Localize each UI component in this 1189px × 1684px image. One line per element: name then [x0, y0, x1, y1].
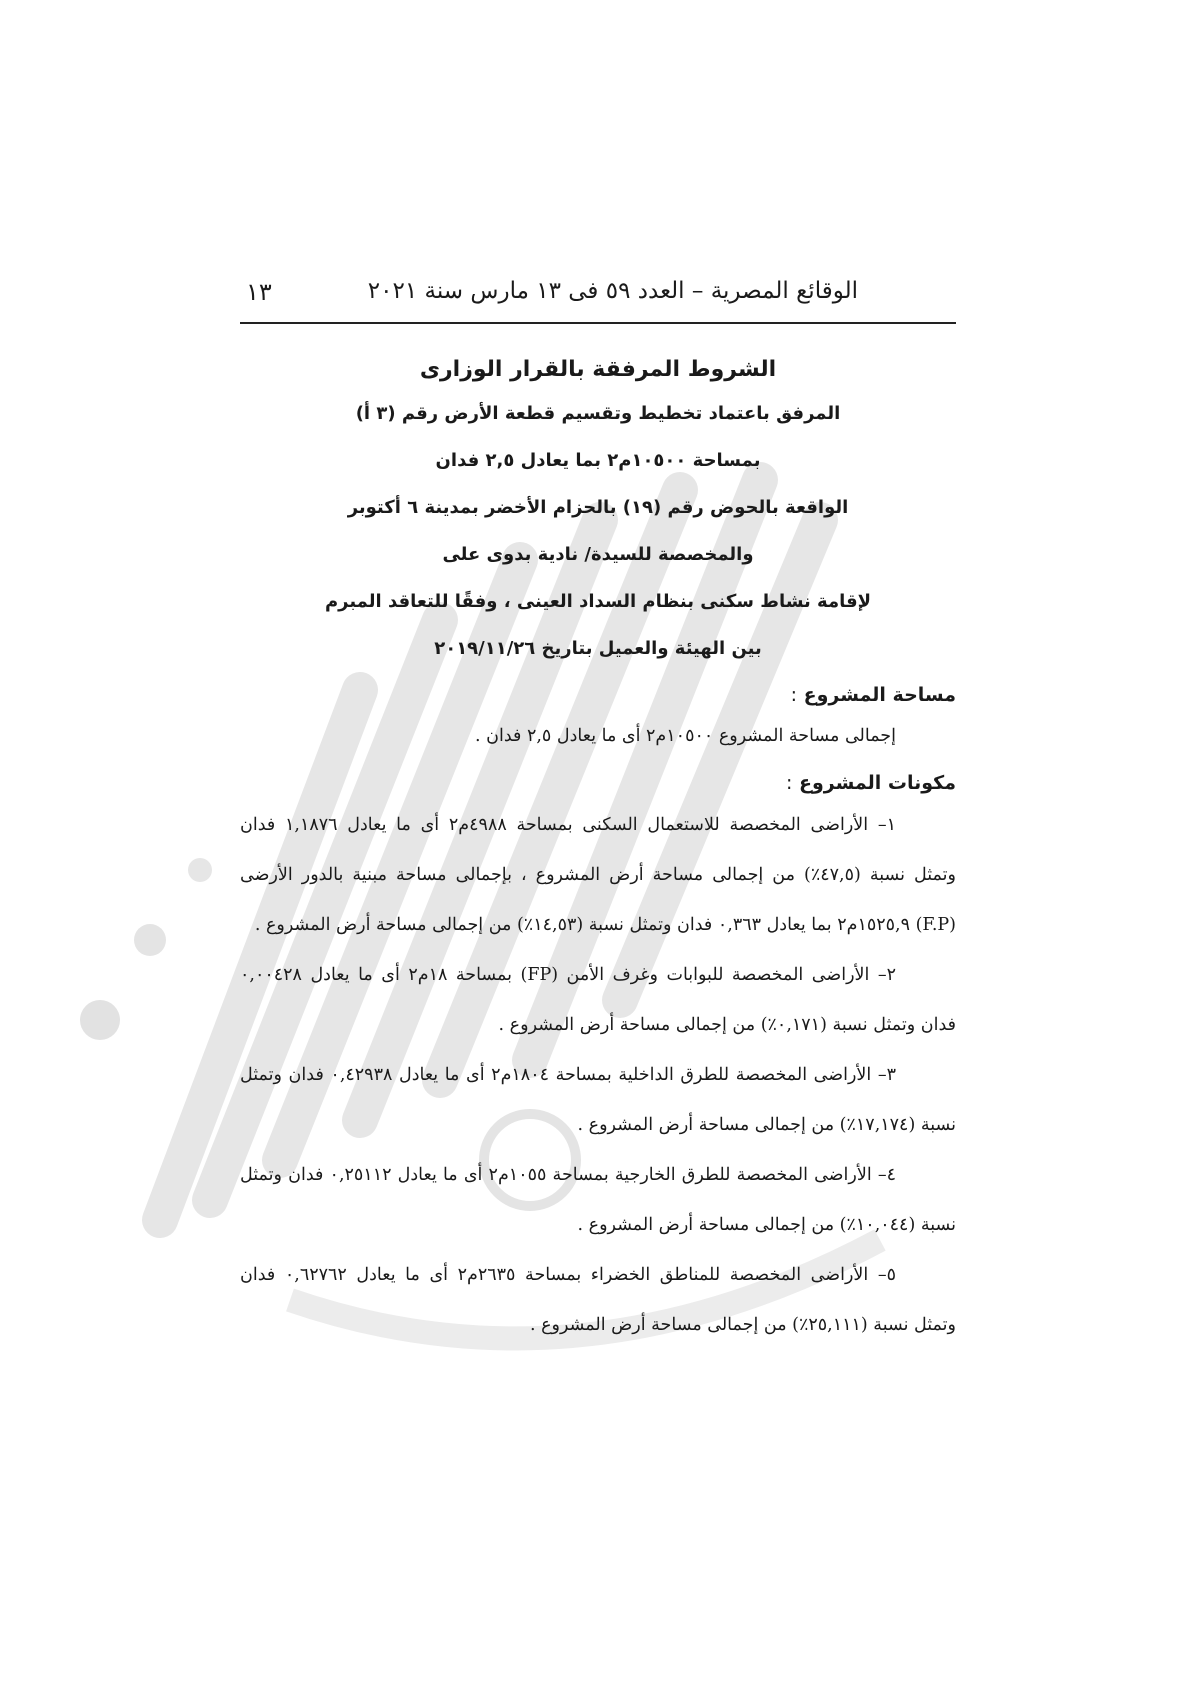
page-content — [240, 270, 956, 1350]
document-title-line: الواقعة بالحوض رقم (١٩) بالحزام الأخضر بمدينة ٦ أكتوبر — [347, 497, 849, 518]
project-area-heading-text: مساحة المشروع — [803, 684, 956, 706]
component-item — [240, 1050, 956, 1150]
component-item — [240, 800, 956, 950]
component-item-text: ١– الأراضى المخصصة للاستعمال السكنى بمساحة ٤٩٨٨م٢ أى ما يعادل ١,١٨٧٦ فدان وتمثل نسبة (٤٧,٥٪) من إجمالى مساحة أرض المشروع ، بإجمالى مساحة مبنية بالدور الأرضى (F.P) ١٥٢٥,٩م٢ بما يعادل ٠,٣٦٣ فدان وتمثل نسبة (١٤,٥٣٪) من إجمالى مساحة أرض المشروع . — [240, 815, 956, 935]
component-item-text: ٤– الأراضى المخصصة للطرق الخارجية بمساحة ١٠٥٥م٢ أى ما يعادل ٠,٢٥١١٢ فدان وتمثل نسبة (١٠,٠٤٤٪) من إجمالى مساحة أرض المشروع . — [240, 1165, 956, 1235]
heading-colon: : — [785, 772, 793, 794]
component-item — [240, 1150, 956, 1250]
component-item-text: ٥– الأراضى المخصصة للمناطق الخضراء بمساحة ٢٦٣٥م٢ أى ما يعادل ٠,٦٢٧٦٢ فدان وتمثل نسبة (٢٥,١١١٪) من إجمالى مساحة أرض المشروع . — [240, 1265, 956, 1335]
component-item-text: ٢– الأراضى المخصصة للبوابات وغرف الأمن (FP) بمساحة ١٨م٢ أى ما يعادل ٠,٠٠٤٢٨ فدان وتمثل نسبة (٠,١٧١٪) من إجمالى مساحة أرض المشروع . — [240, 965, 956, 1035]
project-area-heading — [240, 678, 956, 712]
document-title-line: لإقامة نشاط سكنى بنظام السداد العينى ، وفقًا للتعاقد المبرم — [324, 591, 872, 612]
document-title-line: المرفق باعتماد تخطيط وتقسيم قطعة الأرض رقم (٣ أ) — [355, 403, 841, 424]
component-item-text: ٣– الأراضى المخصصة للطرق الداخلية بمساحة ١٨٠٤م٢ أى ما يعادل ٠,٤٢٩٣٨ فدان وتمثل نسبة (١٧,١٧٤٪) من إجمالى مساحة أرض المشروع . — [240, 1065, 956, 1135]
project-components-heading — [240, 766, 956, 800]
document-title — [240, 350, 956, 672]
document-title-line: بين الهيئة والعميل بتاريخ ٢٠١٩/١١/٢٦ — [434, 638, 762, 659]
gazette-header-title: الوقائع المصرية – العدد ٥٩ فى ١٣ مارس سنة ٢٠٢١ — [367, 278, 858, 304]
gazette-header — [240, 270, 956, 314]
project-area-text: إجمالى مساحة المشروع ١٠٥٠٠م٢ أى ما يعادل ٢,٥ فدان . — [475, 726, 896, 746]
header-rule — [240, 322, 956, 324]
page-number: ١٣ — [246, 278, 272, 306]
project-components-heading-text: مكونات المشروع — [798, 772, 956, 794]
component-item — [240, 1250, 956, 1350]
heading-colon: : — [790, 684, 797, 706]
document-title-line: والمخصصة للسيدة/ نادية بدوى على — [442, 544, 754, 565]
document-title-line: بمساحة ١٠٥٠٠م٢ بما يعادل ٢,٥ فدان — [435, 450, 761, 471]
document-title-main: الشروط المرفقة بالقرار الوزارى — [419, 357, 777, 382]
component-item — [240, 950, 956, 1050]
